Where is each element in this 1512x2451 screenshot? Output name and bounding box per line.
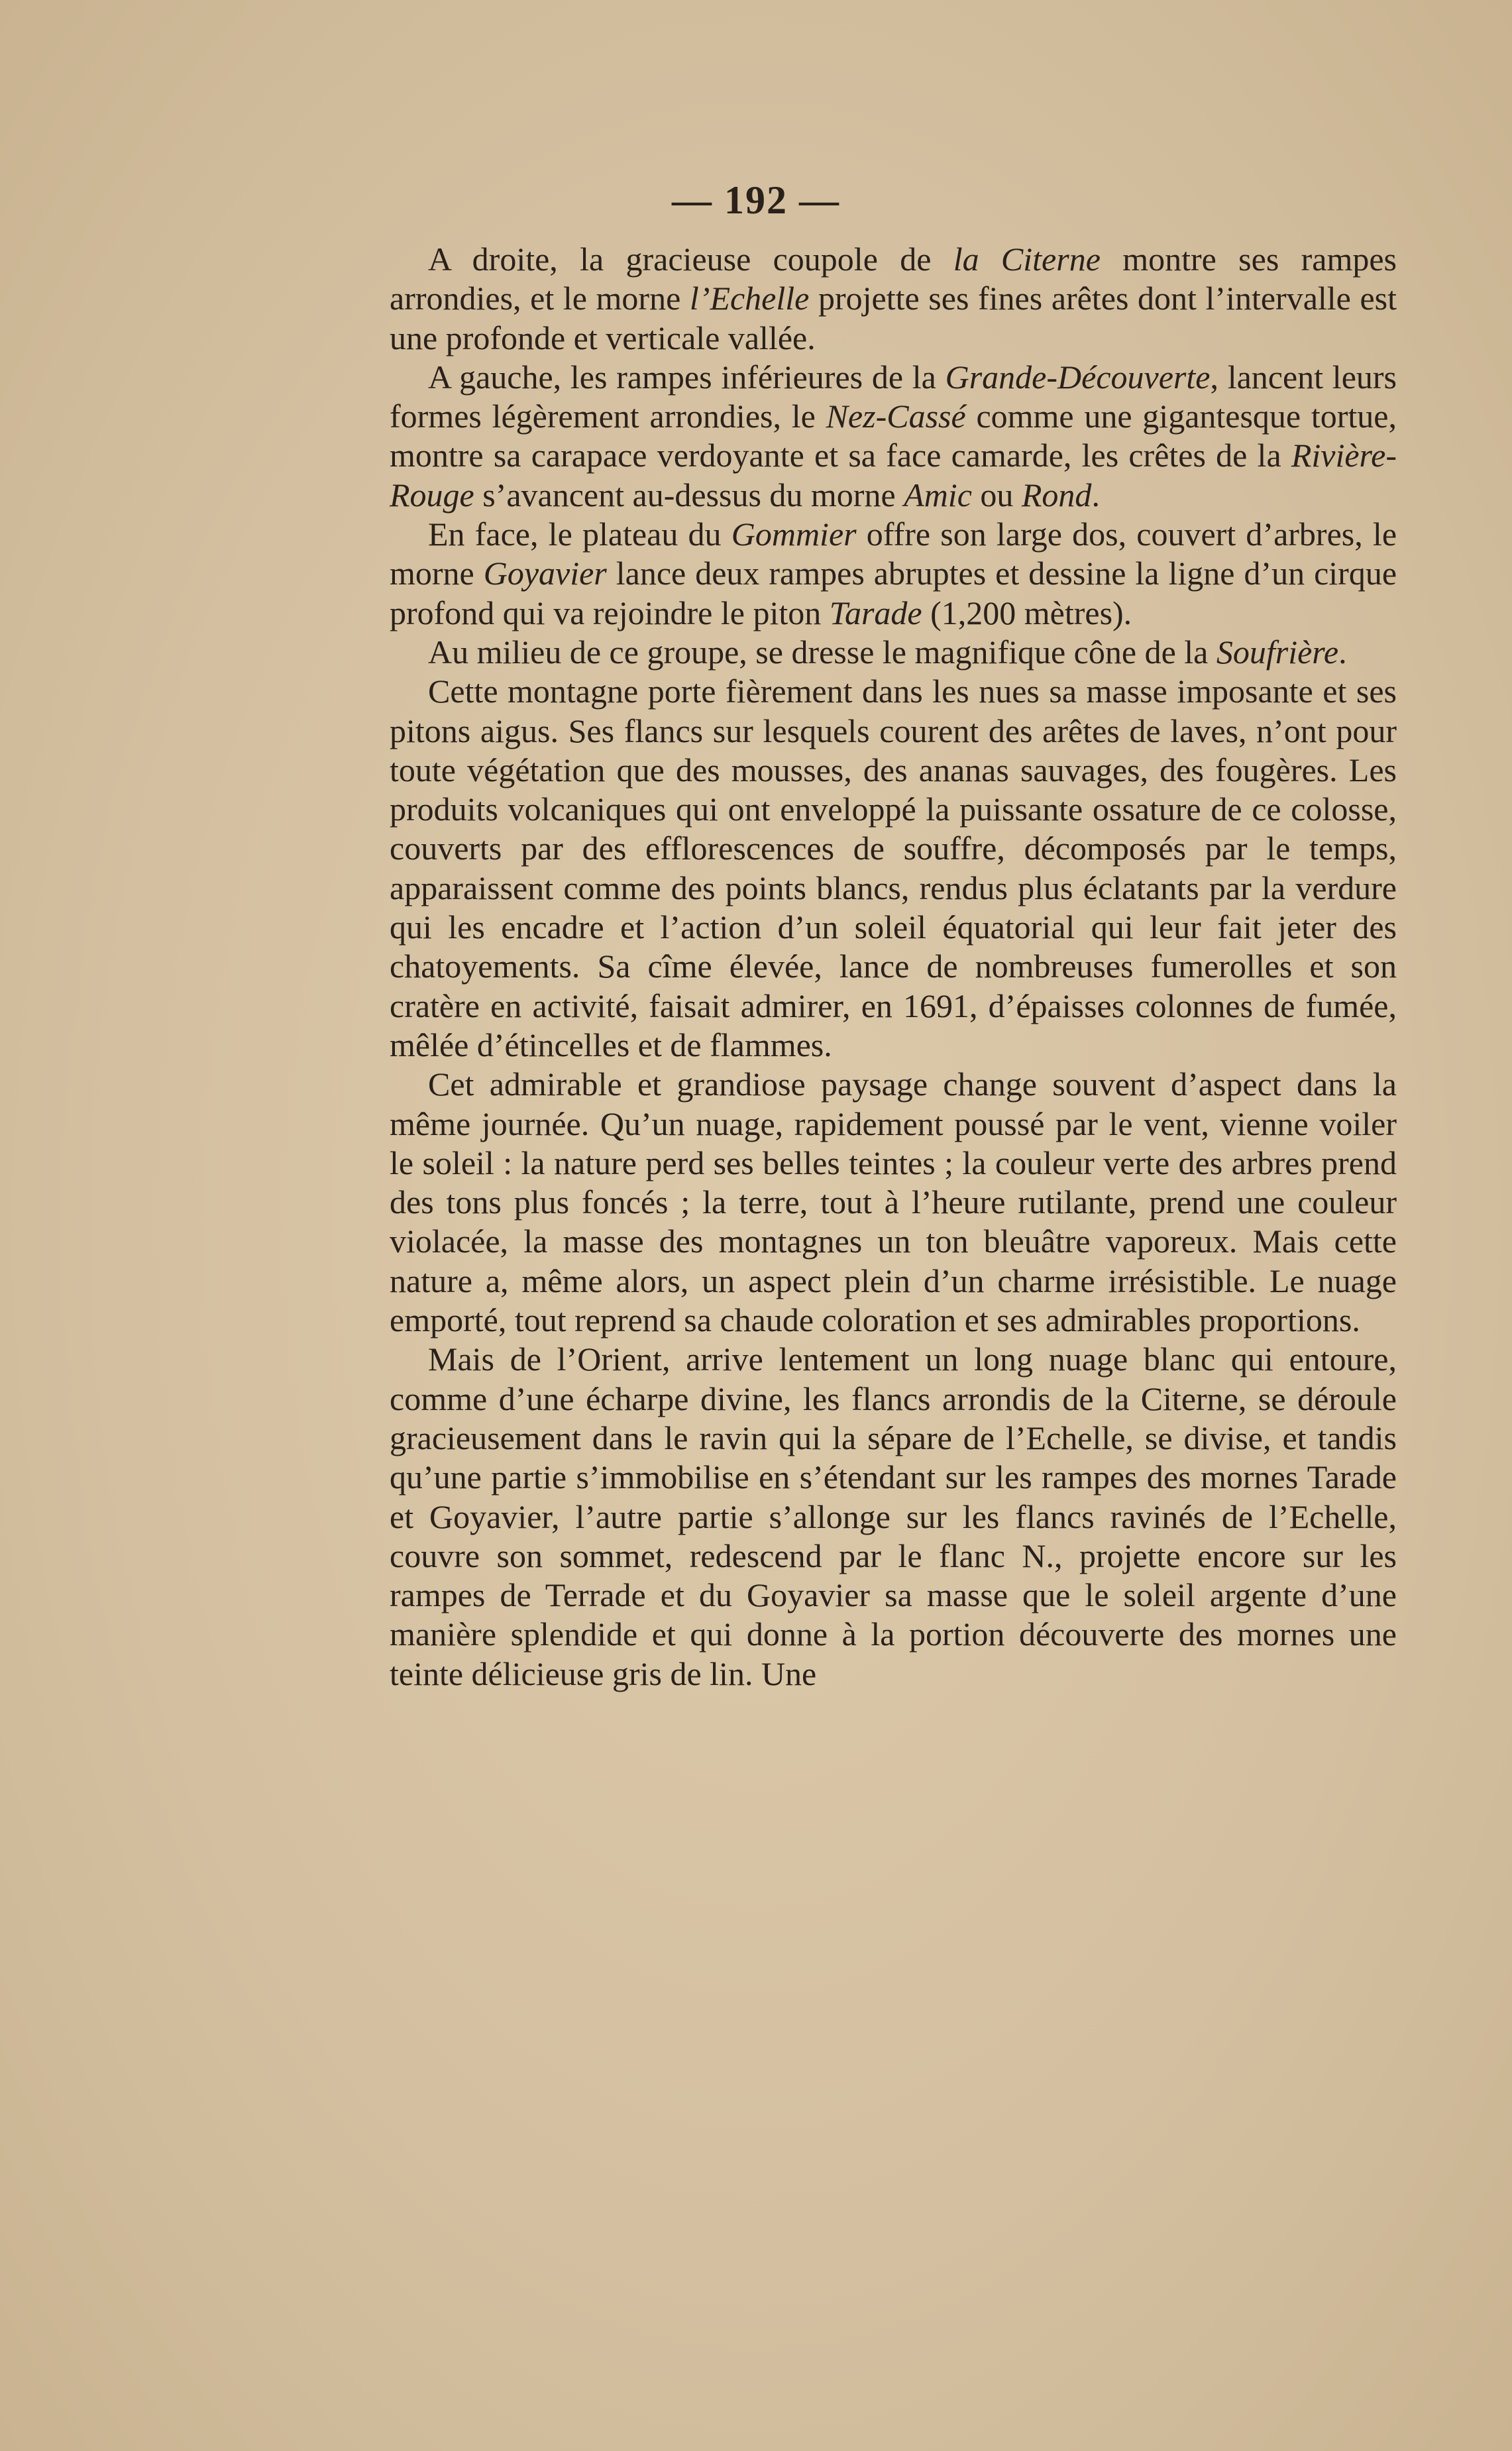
text-segment: Cette montagne porte fièrement dans les nues sa masse imposante et ses pitons aigus. Ses flancs sur lesquels courent des arêtes de laves, n’ont pour toute végétation que des mousses, des ananas sauvages, des fougères. Les produits volcaniques qui ont enveloppé la puissante ossature de ce colosse, couverts par des efflorescences de souffre, décomposés par le temps, apparaissent comme des points blancs, rendus plus éclatants par la verdure qui les encadre et l’action d’un soleil équatorial qui leur fait jeter des chatoyements. Sa cîme élevée, lance de nombreuses fumerolles et son cratère en activité, faisait admirer, en 1691, d’épaisses colonnes de fumée, mêlée d’étincelles et de flammes. bbox=[390, 673, 1397, 1063]
text-segment: Mais de l’Orient, arrive lentement un long nuage blanc qui entoure, comme d’une écharpe divine, les flancs arrondis de la Citerne, se déroule gracieusement dans le ravin qui la sépare de l’Echelle, se divise, et tandis qu’une partie s’immobilise en s’étendant sur les rampes des mornes Tarade et Goyavier, l’autre partie s’allonge sur les flancs ravinés de l’Echelle, couvre son sommet, redescend par le flanc N., projette encore sur les rampes de Terrade et du Goyavier sa masse que le soleil argente d’une manière splendide et qui donne à la portion découverte des mornes une teinte délicieuse gris de lin. Une bbox=[390, 1340, 1397, 1692]
text-segment: offre son large dos, couvert d’arbres, le morne bbox=[390, 516, 1397, 592]
italic-text: Goyavier bbox=[483, 555, 607, 592]
text-segment: projette ses fines arêtes dont l’intervalle est une profonde et verticale vallée. bbox=[390, 280, 1397, 356]
text-segment: . bbox=[1338, 633, 1347, 671]
paragraph bbox=[390, 672, 1397, 1065]
italic-text: Amic bbox=[904, 476, 972, 514]
paragraph bbox=[390, 1340, 1397, 1694]
italic-text: Soufrière bbox=[1216, 633, 1339, 671]
text-segment: montre ses rampes arrondies, et le morne bbox=[390, 241, 1397, 317]
italic-text: l’Echelle bbox=[689, 280, 810, 317]
text-segment: (1,200 mètres). bbox=[922, 594, 1132, 631]
text-segment: A gauche, les rampes inférieures de la bbox=[428, 358, 945, 396]
text-segment: comme une gigantesque tortue, montre sa carapace verdoyante et sa face camarde, les crêtes de la bbox=[390, 398, 1397, 474]
body-text bbox=[390, 240, 1397, 1694]
italic-text: Gommier bbox=[731, 516, 857, 553]
italic-text: Tarade bbox=[829, 594, 922, 631]
italic-text: la Citerne bbox=[953, 241, 1101, 278]
paragraph bbox=[390, 515, 1397, 633]
text-segment: , lancent leurs formes légèrement arrondies, le bbox=[390, 358, 1397, 435]
text-segment: A droite, la gracieuse coupole de bbox=[428, 241, 953, 278]
italic-text: Rond bbox=[1021, 476, 1092, 514]
text-segment: Cet admirable et grandiose paysage change souvent d’aspect dans la même journée. Qu’un nuage, rapidement poussé par le vent, vienne voiler le soleil : la nature perd ses belles teintes ; la couleur verte des arbres prend des tons plus foncés ; la terre, tout à l’heure rutilante, prend une couleur violacée, la masse des montagnes un ton bleuâtre vaporeux. Mais cette nature a, même alors, un aspect plein d’un charme irrésistible. Le nuage emporté, tout reprend sa chaude coloration et ses admirables proportions. bbox=[390, 1065, 1397, 1339]
paragraph bbox=[390, 1065, 1397, 1340]
page-number: — 192 — bbox=[672, 178, 840, 222]
text-segment: lance deux rampes abruptes et dessine la ligne d’un cirque profond qui va rejoindre le piton bbox=[390, 555, 1397, 631]
italic-text: Nez-Cassé bbox=[826, 398, 966, 435]
italic-text: Grande-Découverte bbox=[945, 358, 1211, 396]
italic-text: Rivière-Rouge bbox=[390, 437, 1397, 514]
text-segment: s’avancent au-dessus du morne bbox=[474, 476, 904, 514]
paragraph bbox=[390, 358, 1397, 515]
text-segment: Au milieu de ce groupe, se dresse le magnifique cône de la bbox=[428, 633, 1216, 671]
text-segment: En face, le plateau du bbox=[428, 516, 731, 553]
paragraph bbox=[390, 633, 1397, 672]
paragraph bbox=[390, 240, 1397, 358]
text-segment: . bbox=[1091, 476, 1100, 514]
text-segment: ou bbox=[971, 476, 1022, 514]
